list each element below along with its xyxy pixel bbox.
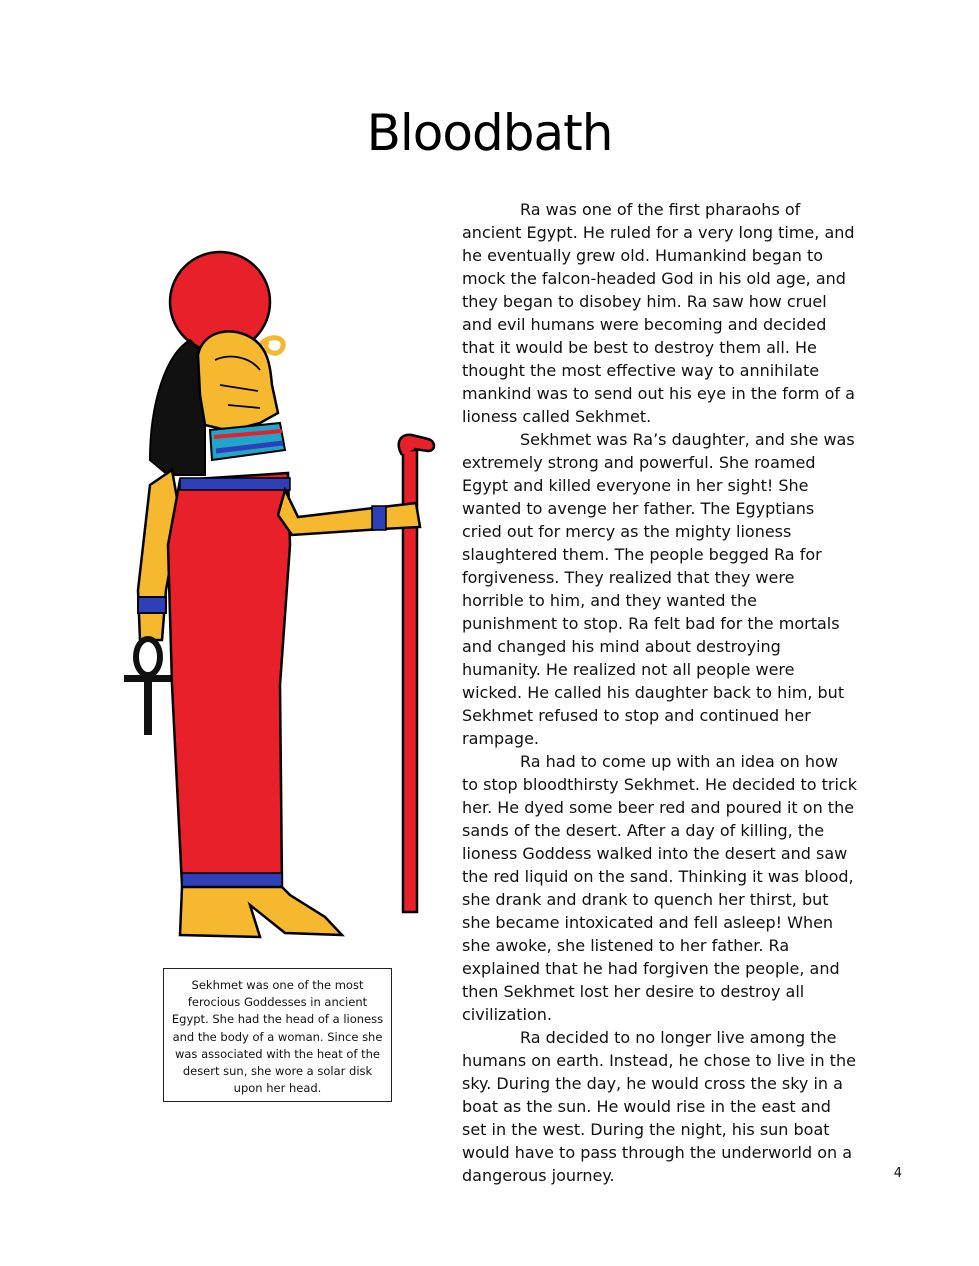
- hair-shape: [150, 340, 205, 475]
- story-paragraph-2: Sekhmet was Ra’s daughter, and she was extremely strong and powerful. She roamed Egypt and killed everyone in her sight! She wanted to avenge her father. The Egyptians cried out for mercy as the mighty lioness slaughtered them. The people begged Ra for forgiveness. They realized that they were horrible to him, and they wanted the punishment to stop. Ra felt bad for the mortals and changed his mind about destroying humanity. He realized not all people were wicked. He called his daughter back to him, but Sekhmet refused to stop and continued her rampage.: [462, 430, 855, 748]
- story-paragraph-3: Ra had to come up with an idea on how to stop bloodthirsty Sekhmet. He decided to trick her. He dyed some beer red and poured it on the sands of the desert. After a day of killing, the lioness Goddess walked into the desert and saw the red liquid on the sand. Thinking it was blood, she drank and drank to quench her thirst, but she became intoxicated and fell asleep! When she awoke, she listened to her father. Ra explained that he had forgiven the people, and then Sekhmet lost her desire to destroy all civilization.: [462, 752, 857, 1024]
- story-text: [462, 198, 857, 1187]
- page-title: Bloodbath: [366, 104, 613, 162]
- dress-shape: [168, 473, 290, 885]
- story-paragraph-1: Ra was one of the first pharaohs of ancient Egypt. He ruled for a very long time, and he eventually grew old. Humankind began to mock the falcon-headed God in his old age, and they began to disobey him. Ra saw how cruel and evil humans were becoming and decided that it would be best to destroy them all. He thought the most effective way to annihilate mankind was to send out his eye in the form of a lioness called Sekhmet.: [462, 200, 855, 426]
- page-number: 4: [893, 1166, 902, 1181]
- ankh-icon: [124, 639, 172, 735]
- illustration-caption: Sekhmet was one of the most ferocious Goddesses in ancient Egypt. She had the head of a lioness and the body of a woman. Since she was associated with the heat of the desert sun, she wore a solar disk upon her head.: [163, 968, 392, 1102]
- sekhmet-illustration: [110, 245, 450, 945]
- collar-icon: [210, 423, 285, 460]
- feet-shape: [180, 887, 342, 937]
- story-paragraph-4: Ra decided to no longer live among the humans on earth. Instead, he chose to live in the sky. During the day, he would cross the sky in a boat as the sun. He would rise in the east and set in the west. During the night, his sun boat would have to pass through the underworld on a dangerous journey.: [462, 1028, 856, 1185]
